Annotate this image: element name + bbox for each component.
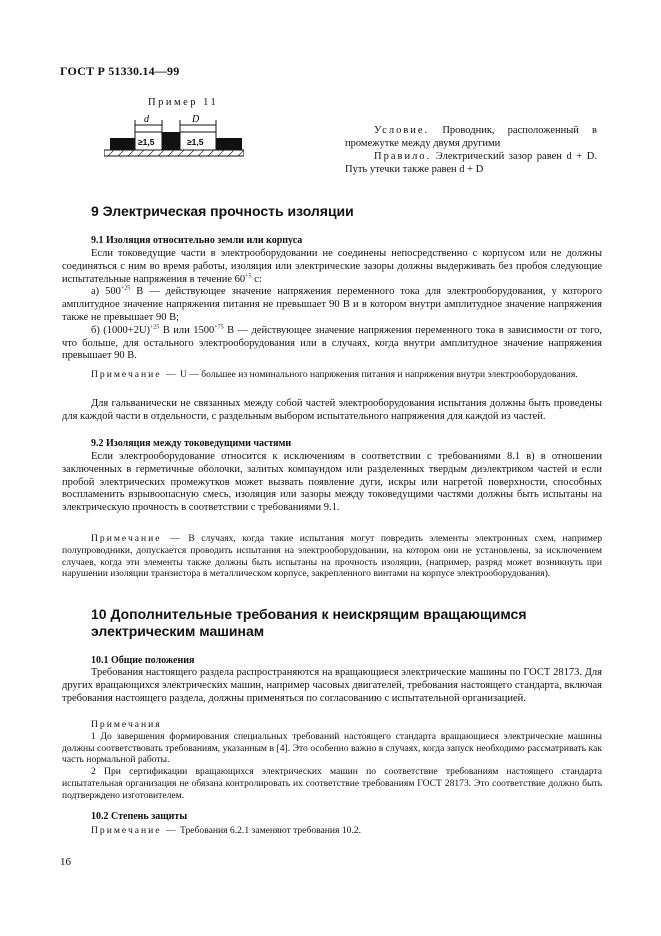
fig-label-D: D bbox=[192, 114, 200, 125]
example-title: Пример 11 bbox=[148, 97, 219, 108]
fig-gap-left: ≥1,5 bbox=[138, 137, 155, 147]
s91-pb: б) (1000+2U) bbox=[91, 324, 151, 336]
section-9-heading: 9 Электрическая прочность изоляции bbox=[91, 203, 354, 219]
s101-notes-label: Примечания bbox=[91, 719, 162, 730]
section-9-1-note bbox=[62, 369, 602, 381]
s91-p1-sup: +5 bbox=[245, 273, 252, 280]
section-9-2-heading: 9.2 Изоляция между токоведущими частями bbox=[91, 438, 292, 449]
section-10-2-note bbox=[62, 825, 602, 837]
fig-label-d: d bbox=[144, 114, 149, 125]
condition-label: Условие. bbox=[374, 125, 430, 136]
rule-text: Электрический зазор равен d + D. Путь утечки также равен d + D bbox=[345, 151, 598, 175]
s92-p1: Если электрооборудование относится к исключениям в соответствии с требованиями 8.1 в) в отношении заключенных в герметичные оболочки, залитых компаундом или разделенных твердым диэлектриком частей и если пробой электрических промежутков может вызвать появление дуги, искры или нагретой поверхности, способных воспламенить взрывоопасную смесь, изоляция или зазоры между токоведущими частями должны быть испытаны на электрическую прочность в соответствии с требованиями 9.1. bbox=[62, 451, 602, 514]
example-description bbox=[345, 124, 597, 176]
s101-note2: 2 При сертификации вращающихся электрических машин по соответствие требованиям настоящего стандарта испытательная организация не обязана контролировать их соответствие требованиям ГОСТ 28173. Это соответствие должно быть подтверждено изготовителем. bbox=[62, 766, 602, 801]
s91-pb-end: В — действующее значение напряжения переменного тока в зависимости от того, что больше, для остального электрооборудования или в случаях, когда внутри амплитудное значение напряжения превышает 90 В. bbox=[62, 324, 603, 362]
section-9-1-body bbox=[62, 248, 602, 363]
fig-gap-right: ≥1,5 bbox=[187, 137, 204, 147]
section-9-1-para2 bbox=[62, 398, 602, 424]
section-9-2-note bbox=[62, 533, 602, 580]
s102-note-text: Требования 6.2.1 заменяют требования 10.2. bbox=[179, 825, 362, 836]
s91-note-text: U — большее из номинального напряжения питания и напряжения внутри электрооборудования. bbox=[179, 369, 578, 380]
s102-note-label: Примечание — bbox=[91, 825, 178, 836]
s92-note-text: В случаях, когда такие испытания могут повредить элементы электронных схем, например полупроводники, допускается проводить испытания на электрооборудовании, на котором они не установлены, за исключением случаев, когда эти элементы также должны быть испытаны на прочность изоляции, (например, разряд может возникнуть при нарушении изоляции транзистора в металлическом корпусе, закрепленного винтами на корпусе электрооборудования). bbox=[62, 533, 603, 580]
section-9-2-body bbox=[62, 451, 602, 515]
section-9-1-heading: 9.1 Изоляция относительно земли или корпуса bbox=[91, 235, 303, 246]
s91-pa: а) 500 bbox=[91, 286, 121, 298]
s91-p2: Для гальванически не связанных между собой частей электрооборудования испытания должны быть проведены для каждой части в отдельности, с раздельным выбором испытательного напряжения для каждой из частей. bbox=[62, 398, 602, 422]
section-10-1-body bbox=[62, 667, 602, 705]
s91-p1-end: с: bbox=[251, 273, 262, 285]
rule-label: Правило. bbox=[374, 151, 432, 162]
s91-pa-end: В — действующее значение напряжения переменного тока для электрооборудования, у которого амплитудное значение напряжения питания не превышает 90 В и в котором внутри амплитудное значение напряжения также не превышает 90 В; bbox=[62, 286, 602, 323]
page-number: 16 bbox=[60, 856, 71, 868]
s91-pa-sup: +25 bbox=[120, 285, 131, 292]
section-10-1-notes bbox=[62, 719, 602, 802]
section-10-2-heading: 10.2 Степень защиты bbox=[91, 811, 188, 822]
document-header: ГОСТ Р 51330.14—99 bbox=[60, 64, 180, 78]
s101-p1: Требования настоящего раздела распространяются на вращающиеся электрические машины по ГОСТ 28173. Для других вращающихся электрических машин, например часовых двигателей, требования настоящего стандарта, включая требования настоящего раздела, должны применяться по согласованию с испытательной организацией. bbox=[62, 667, 602, 704]
section-10-heading: 10 Дополнительные требования к неискрящим вращающимся электрическим машинам bbox=[91, 606, 527, 639]
s92-note-label: Примечание — bbox=[91, 533, 182, 544]
s91-pb-sup2: +75 bbox=[214, 324, 224, 331]
s91-pb-mid: В или 1500 bbox=[159, 324, 215, 336]
section-10-1-heading: 10.1 Общие положения bbox=[91, 655, 195, 666]
s91-note-label: Примечание — bbox=[91, 369, 178, 380]
s91-p1: Если токоведущие части в электрооборудовании не соединены непосредственно с корпусом или не должны соединяться с ним во время работы, изоляция или электрические зазоры должны выдерживать без пробоя следующие испытательные напряжения в течение 60 bbox=[62, 248, 602, 285]
s101-note1: 1 До завершения формирования специальных требований настоящего стандарта вращающиеся электрические машины должны соответствовать требованиям, указанным в [4]. Это особенно важно в случаях, когда запуск необходимо рассматривать как часть нормальной работы. bbox=[62, 730, 602, 766]
s91-pb-sup1: +25 bbox=[150, 324, 160, 331]
example-figure bbox=[104, 112, 244, 172]
condition-text: Проводник, расположенный в промежутке между двумя другими bbox=[345, 125, 597, 149]
